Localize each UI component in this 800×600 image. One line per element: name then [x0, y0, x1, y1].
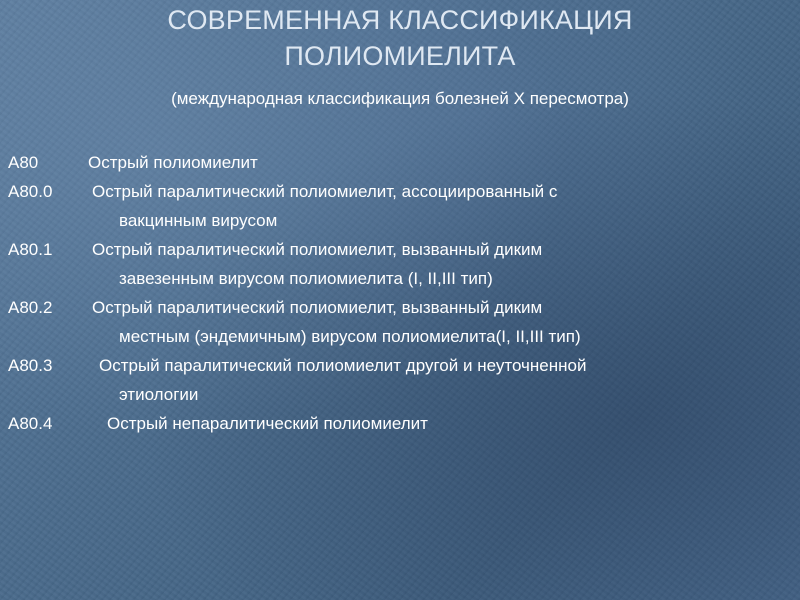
slide-title — [0, 2, 800, 74]
entry-description: Острый паралитический полиомиелит, ассоциированный с — [92, 182, 558, 201]
classification-list — [8, 148, 788, 438]
classification-entry — [8, 409, 788, 438]
icd-code: А80.4 — [8, 414, 53, 433]
icd-code: А80.0 — [8, 182, 53, 201]
classification-entry — [8, 351, 788, 409]
icd-code: А80 — [8, 153, 39, 172]
entry-description: Острый паралитический полиомиелит, вызванный диким — [92, 240, 543, 259]
entry-description: Острый полиомиелит — [88, 153, 258, 172]
entry-description: Острый непаралитический полиомиелит — [107, 414, 428, 433]
entry-description: Острый паралитический полиомиелит, вызванный диким — [92, 298, 543, 317]
slide-title-line-1: СОВРЕМЕННАЯ КЛАССИФИКАЦИЯ — [167, 5, 633, 35]
slide-subtitle: (международная классификация болезней X пересмотра) — [171, 89, 629, 108]
entry-description-continued: вакцинным вирусом — [119, 211, 278, 230]
icd-code: А80.3 — [8, 356, 53, 375]
entry-description-continued: завезенным вирусом полиомиелита (I, II,III тип) — [119, 269, 493, 288]
classification-entry — [8, 177, 788, 235]
classification-entry — [8, 293, 788, 351]
entry-description-continued: этиологии — [119, 385, 199, 404]
slide-title-line-2: ПОЛИОМИЕЛИТА — [284, 41, 516, 71]
classification-entry — [8, 148, 788, 177]
icd-code: А80.1 — [8, 240, 53, 259]
icd-code: А80.2 — [8, 298, 53, 317]
classification-entry — [8, 235, 788, 293]
entry-description-continued: местным (эндемичным) вирусом полиомиелита(I, II,III тип) — [119, 327, 581, 346]
entry-description: Острый паралитический полиомиелит другой и неуточненной — [99, 356, 587, 375]
